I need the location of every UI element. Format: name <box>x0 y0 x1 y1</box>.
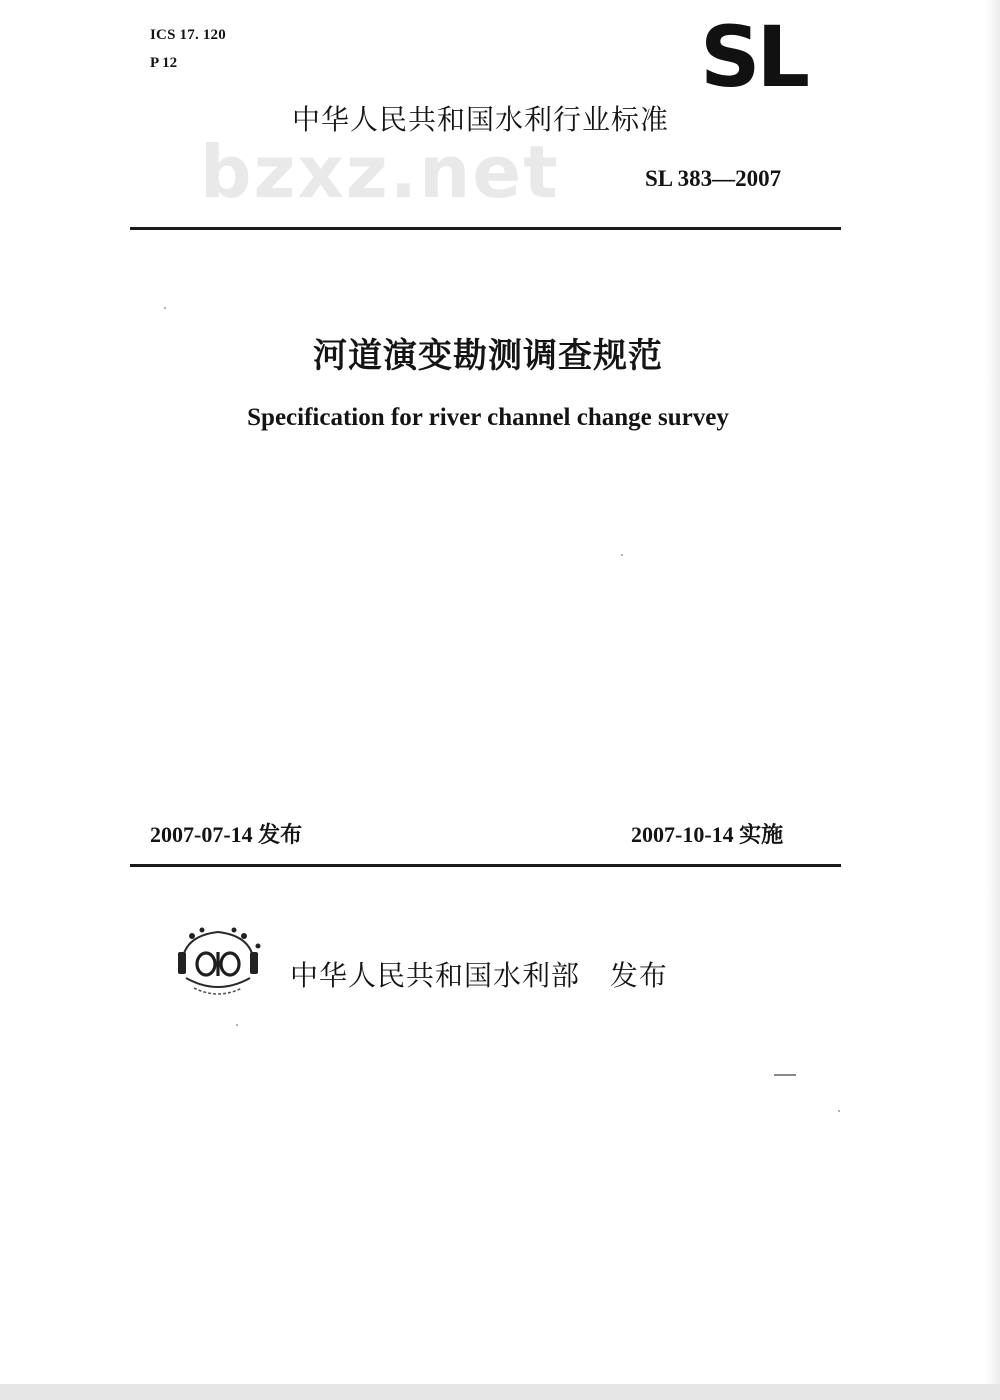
page-edge-shadow <box>986 0 1000 1400</box>
publisher: 中华人民共和国水利部 发布 <box>290 959 668 992</box>
issue-date: 2007-07-14 发布 <box>150 822 303 847</box>
scan-speck <box>838 1110 840 1112</box>
standard-number: SL 383—2007 <box>645 166 782 191</box>
ccs-code: P 12 <box>150 55 178 71</box>
document-title-english: Specification for river channel change survey <box>247 404 729 431</box>
scan-speck <box>164 307 166 309</box>
scan-speck <box>236 1024 238 1026</box>
implementation-date: 2007-10-14 实施 <box>631 822 784 847</box>
stray-mark <box>774 1074 796 1076</box>
top-divider <box>130 227 841 230</box>
industry-standard-title: 中华人民共和国水利行业标准 <box>292 103 670 136</box>
sl-logo-text: SL <box>700 18 807 98</box>
ics-code: ICS 17. 120 <box>150 27 226 43</box>
bottom-divider <box>130 864 841 867</box>
page-bottom-band <box>0 1384 1000 1400</box>
document-title-chinese: 河道演变勘测调查规范 <box>313 336 663 376</box>
watermark: bzxz.net <box>200 130 560 214</box>
sl-logo <box>700 18 830 98</box>
ministry-emblem-icon <box>172 922 264 1006</box>
scan-speck <box>621 554 623 556</box>
